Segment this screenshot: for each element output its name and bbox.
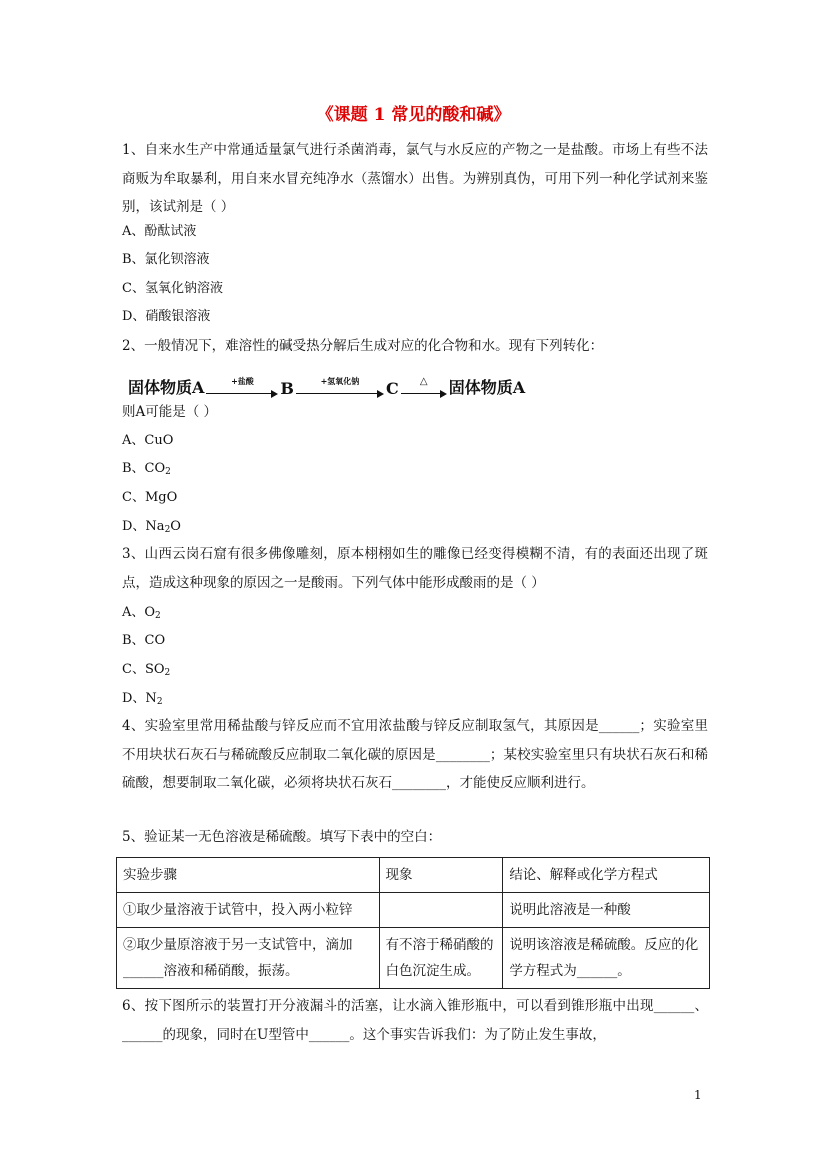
table-cell <box>379 893 503 928</box>
reaction-scheme <box>128 368 525 398</box>
question-3-text: 3、山西云岗石窟有很多佛像雕刻，原本栩栩如生的雕像已经变得模糊不清，有的表面还出现了斑点，造成这种现象的原因之一是酸雨。下列气体中能形成酸雨的是（ ） <box>122 546 708 591</box>
reaction-arrow-3 <box>401 376 447 398</box>
table-cell: ②取少量原溶液于另一支试管中，滴加______溶液和稀硝酸，振荡。 <box>117 928 380 989</box>
question-3-option-c: C、$SO_2$ <box>122 662 171 678</box>
question-4-text: 4、实验室里常用稀盐酸与锌反应而不宜用浓盐酸与锌反应制取氢气，其原因是______；实验室里不用块状石灰石与稀硫酸反应制取二氧化碳的原因是________；某校实验室里只有块状石灰石和稀硫酸，想要制取二氧化碳，必须将块状石灰石________，才能使反应顺利进行。 <box>122 718 708 792</box>
question-1-option-b: B、氯化钡溶液 <box>122 252 210 267</box>
question-2-intro: 2、一般情况下，难溶性的碱受热分解后生成对应的化合物和水。现有下列转化： <box>122 338 604 354</box>
reaction-arrow-2-label: +氢氧化钠 <box>320 376 360 386</box>
table-cell: 说明该溶液是稀硫酸。反应的化学方程式为______。 <box>503 928 710 989</box>
reaction-arrow-1 <box>206 376 278 398</box>
table-header-row <box>117 858 710 893</box>
reaction-start: 固体物质A <box>128 378 205 397</box>
table-row <box>117 928 710 989</box>
table-row <box>117 893 710 928</box>
question-3-option-b: B、CO <box>122 633 166 648</box>
question-2-option-a: A、CuO <box>122 433 174 448</box>
table-header-cell: 实验步骤 <box>117 858 380 893</box>
reaction-mid-1: B <box>280 379 294 398</box>
reaction-arrow-3-label: △ <box>419 376 428 387</box>
page-title: 《课题 1 常见的酸和碱》 <box>316 105 511 125</box>
arrow-head-icon <box>440 390 447 398</box>
question-6-text: 6、按下图所示的装置打开分液漏斗的活塞，让水滴入锥形瓶中，可以看到锥形瓶中出现______、______的现象，同时在U型管中______。这个事实告诉我们：为了防止发生事故， <box>122 998 708 1043</box>
reaction-arrow-1-label: +盐酸 <box>231 376 254 386</box>
question-1-option-c: C、氢氧化钠溶液 <box>122 281 223 296</box>
table-cell: 说明此溶液是一种酸 <box>503 893 710 928</box>
question-1-option-d: D、硝酸银溶液 <box>122 309 211 324</box>
question-5-intro: 5、验证某一无色溶液是稀硫酸。填写下表中的空白： <box>122 829 442 845</box>
question-3-option-d: D、$N_2$ <box>122 691 163 707</box>
experiment-table <box>116 857 710 989</box>
table-cell: ①取少量溶液于试管中，投入两小粒锌 <box>117 893 380 928</box>
table-header-cell: 现象 <box>379 858 503 893</box>
question-2-option-c: C、MgO <box>122 490 178 505</box>
arrow-head-icon <box>271 390 278 398</box>
question-1-option-a: A、酚酞试液 <box>122 224 197 239</box>
table-cell: 有不溶于稀硝酸的白色沉淀生成。 <box>379 928 503 989</box>
question-2-option-d: D、$Na_2O$ <box>122 519 181 535</box>
page-number: 1 <box>694 1088 702 1102</box>
table-header-cell: 结论、解释或化学方程式 <box>503 858 710 893</box>
question-2-question: 则A可能是（ ） <box>122 404 218 420</box>
question-3-option-a: A、$O_2$ <box>122 605 161 621</box>
reaction-mid-2: C <box>385 379 399 398</box>
reaction-arrow-2 <box>296 376 384 398</box>
reaction-end: 固体物质A <box>448 378 526 397</box>
arrow-head-icon <box>377 390 384 398</box>
question-2-option-b: B、$CO_2$ <box>122 461 171 477</box>
question-1-text: 1、自来水生产中常通适量氯气进行杀菌消毒，氯气与水反应的产物之一是盐酸。市场上有些不法商贩为牟取暴利，用自来水冒充纯净水（蒸馏水）出售。为辨别真伪，可用下列一种化学试剂来鉴别，该试剂是（ ） <box>122 142 708 216</box>
